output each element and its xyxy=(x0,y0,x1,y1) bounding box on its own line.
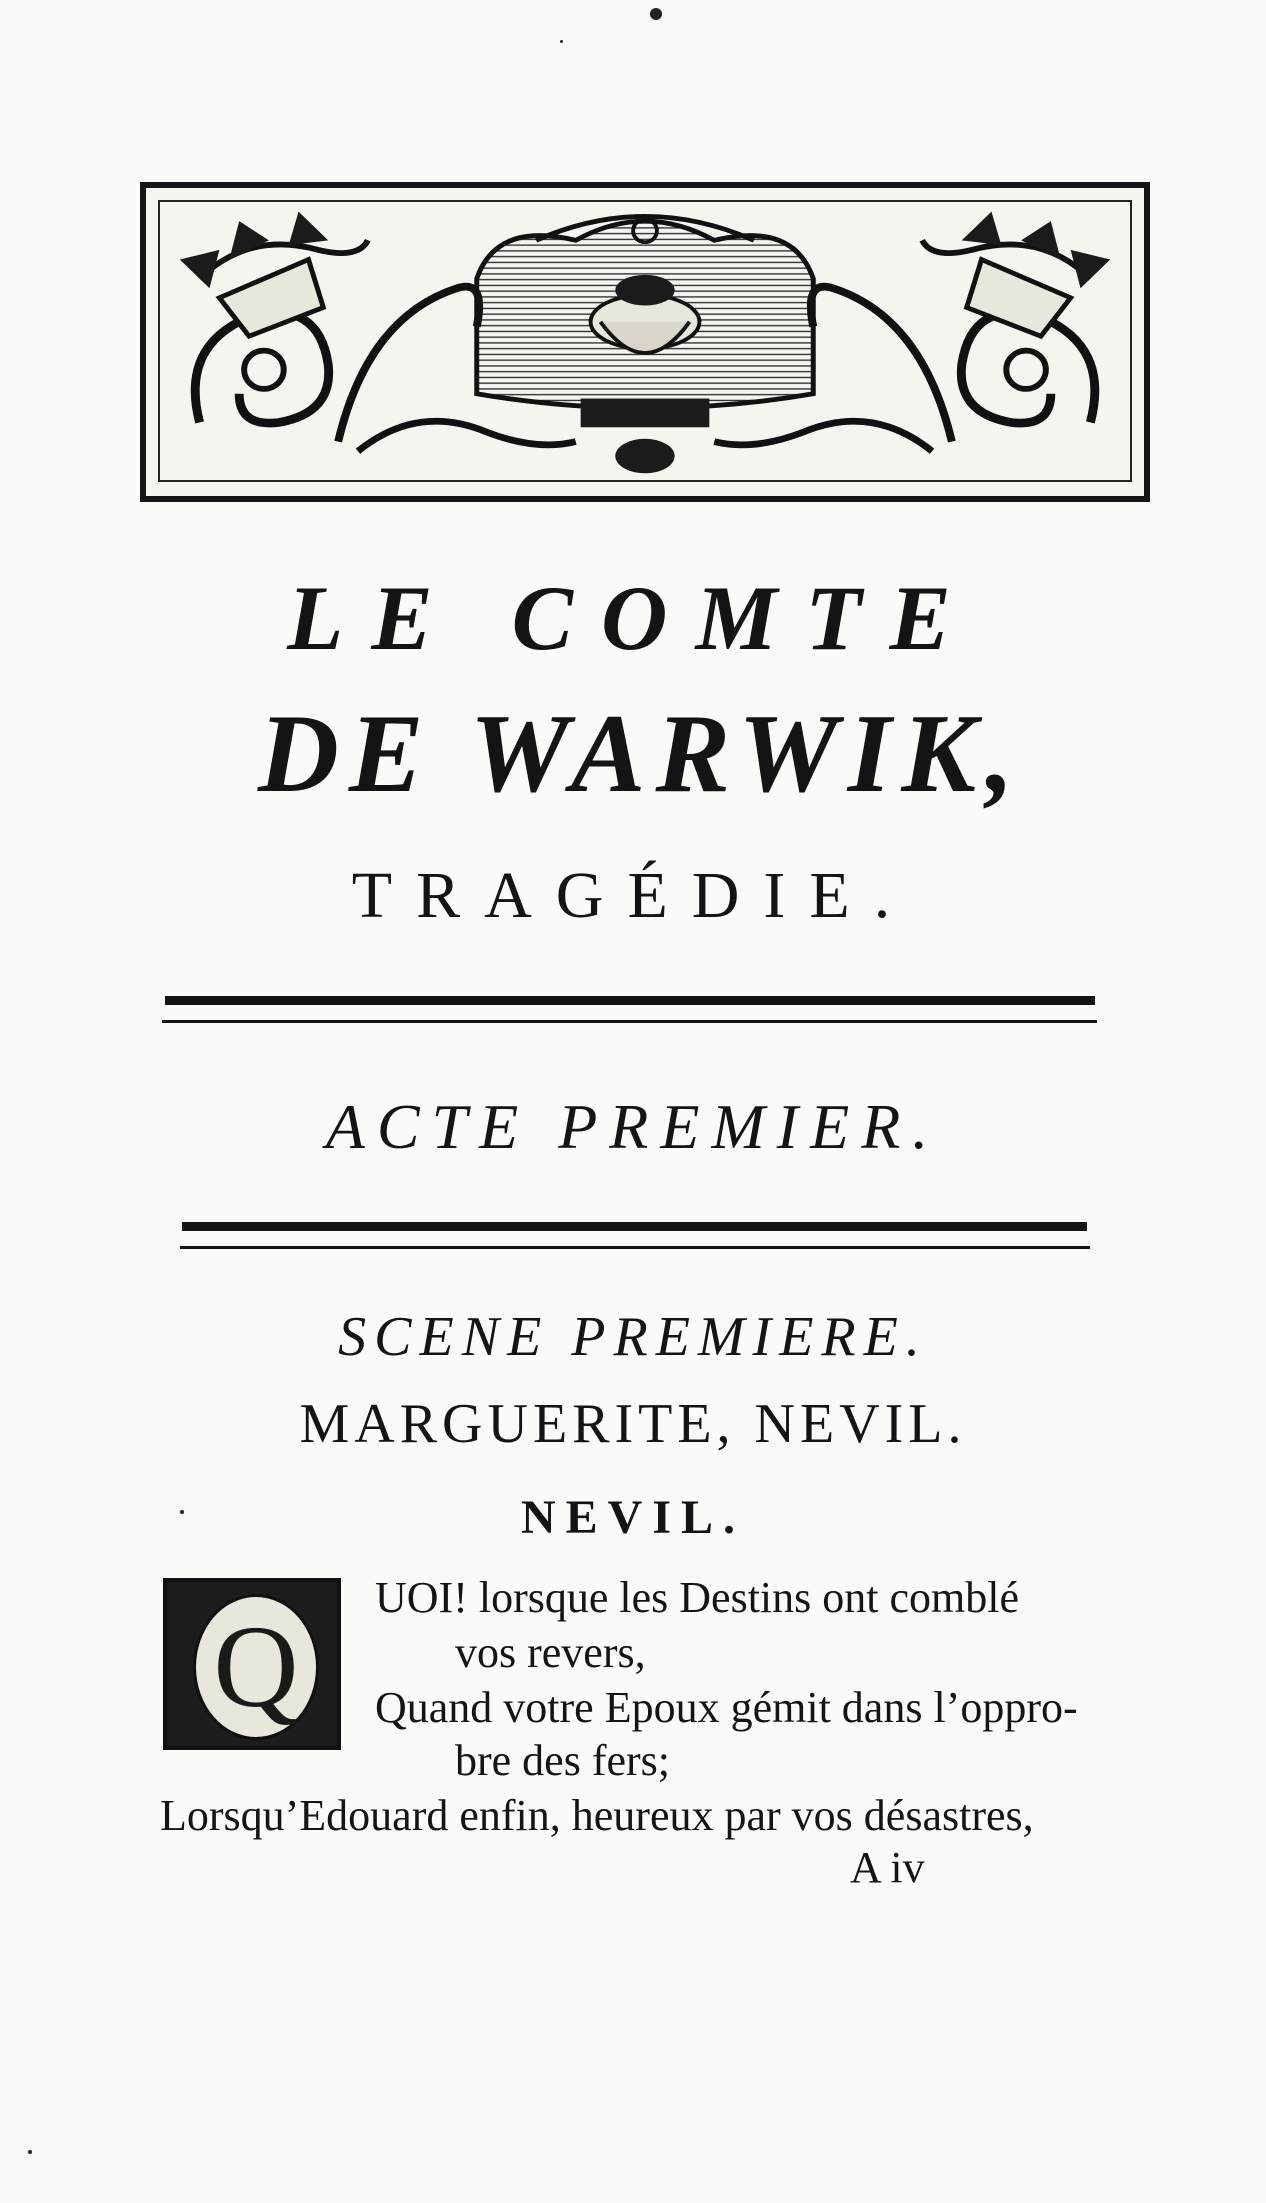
verse-line: bre des fers; xyxy=(455,1736,671,1785)
double-rule-bottom-thin xyxy=(180,1246,1090,1249)
ink-speck xyxy=(560,40,563,43)
double-rule-top-thin xyxy=(162,1020,1097,1023)
headpiece-ornament xyxy=(140,182,1150,502)
signature-mark: A iv xyxy=(850,1843,925,1892)
verse-line: UOI! lorsque les Destins ont comblé xyxy=(375,1573,1019,1622)
ink-speck xyxy=(650,8,662,20)
title-line-1: LE COMTE xyxy=(287,567,979,669)
scene-heading: SCENE PREMIERE. xyxy=(338,1306,928,1368)
drop-cap-letter: Q xyxy=(193,1594,319,1740)
double-rule-top-thick xyxy=(165,996,1095,1005)
verse-line: vos revers, xyxy=(455,1628,646,1677)
ink-speck xyxy=(28,2150,32,2154)
characters-list: MARGUERITE, NEVIL. xyxy=(299,1393,967,1455)
act-heading: ACTE PREMIER. xyxy=(325,1091,941,1162)
title-line-2: DE WARWIK, xyxy=(257,692,1025,816)
drop-cap-block xyxy=(163,1578,341,1750)
verse-line: Quand votre Epoux gémit dans l’oppro- xyxy=(375,1683,1078,1732)
title-genre: TRAGÉDIE. xyxy=(351,859,915,932)
ornament-engraving xyxy=(160,202,1130,480)
verse-line: Lorsqu’Edouard enfin, heureux par vos désastres, xyxy=(160,1791,1034,1840)
double-rule-bottom-thick xyxy=(182,1222,1087,1231)
speaker-name: NEVIL. xyxy=(520,1491,746,1544)
